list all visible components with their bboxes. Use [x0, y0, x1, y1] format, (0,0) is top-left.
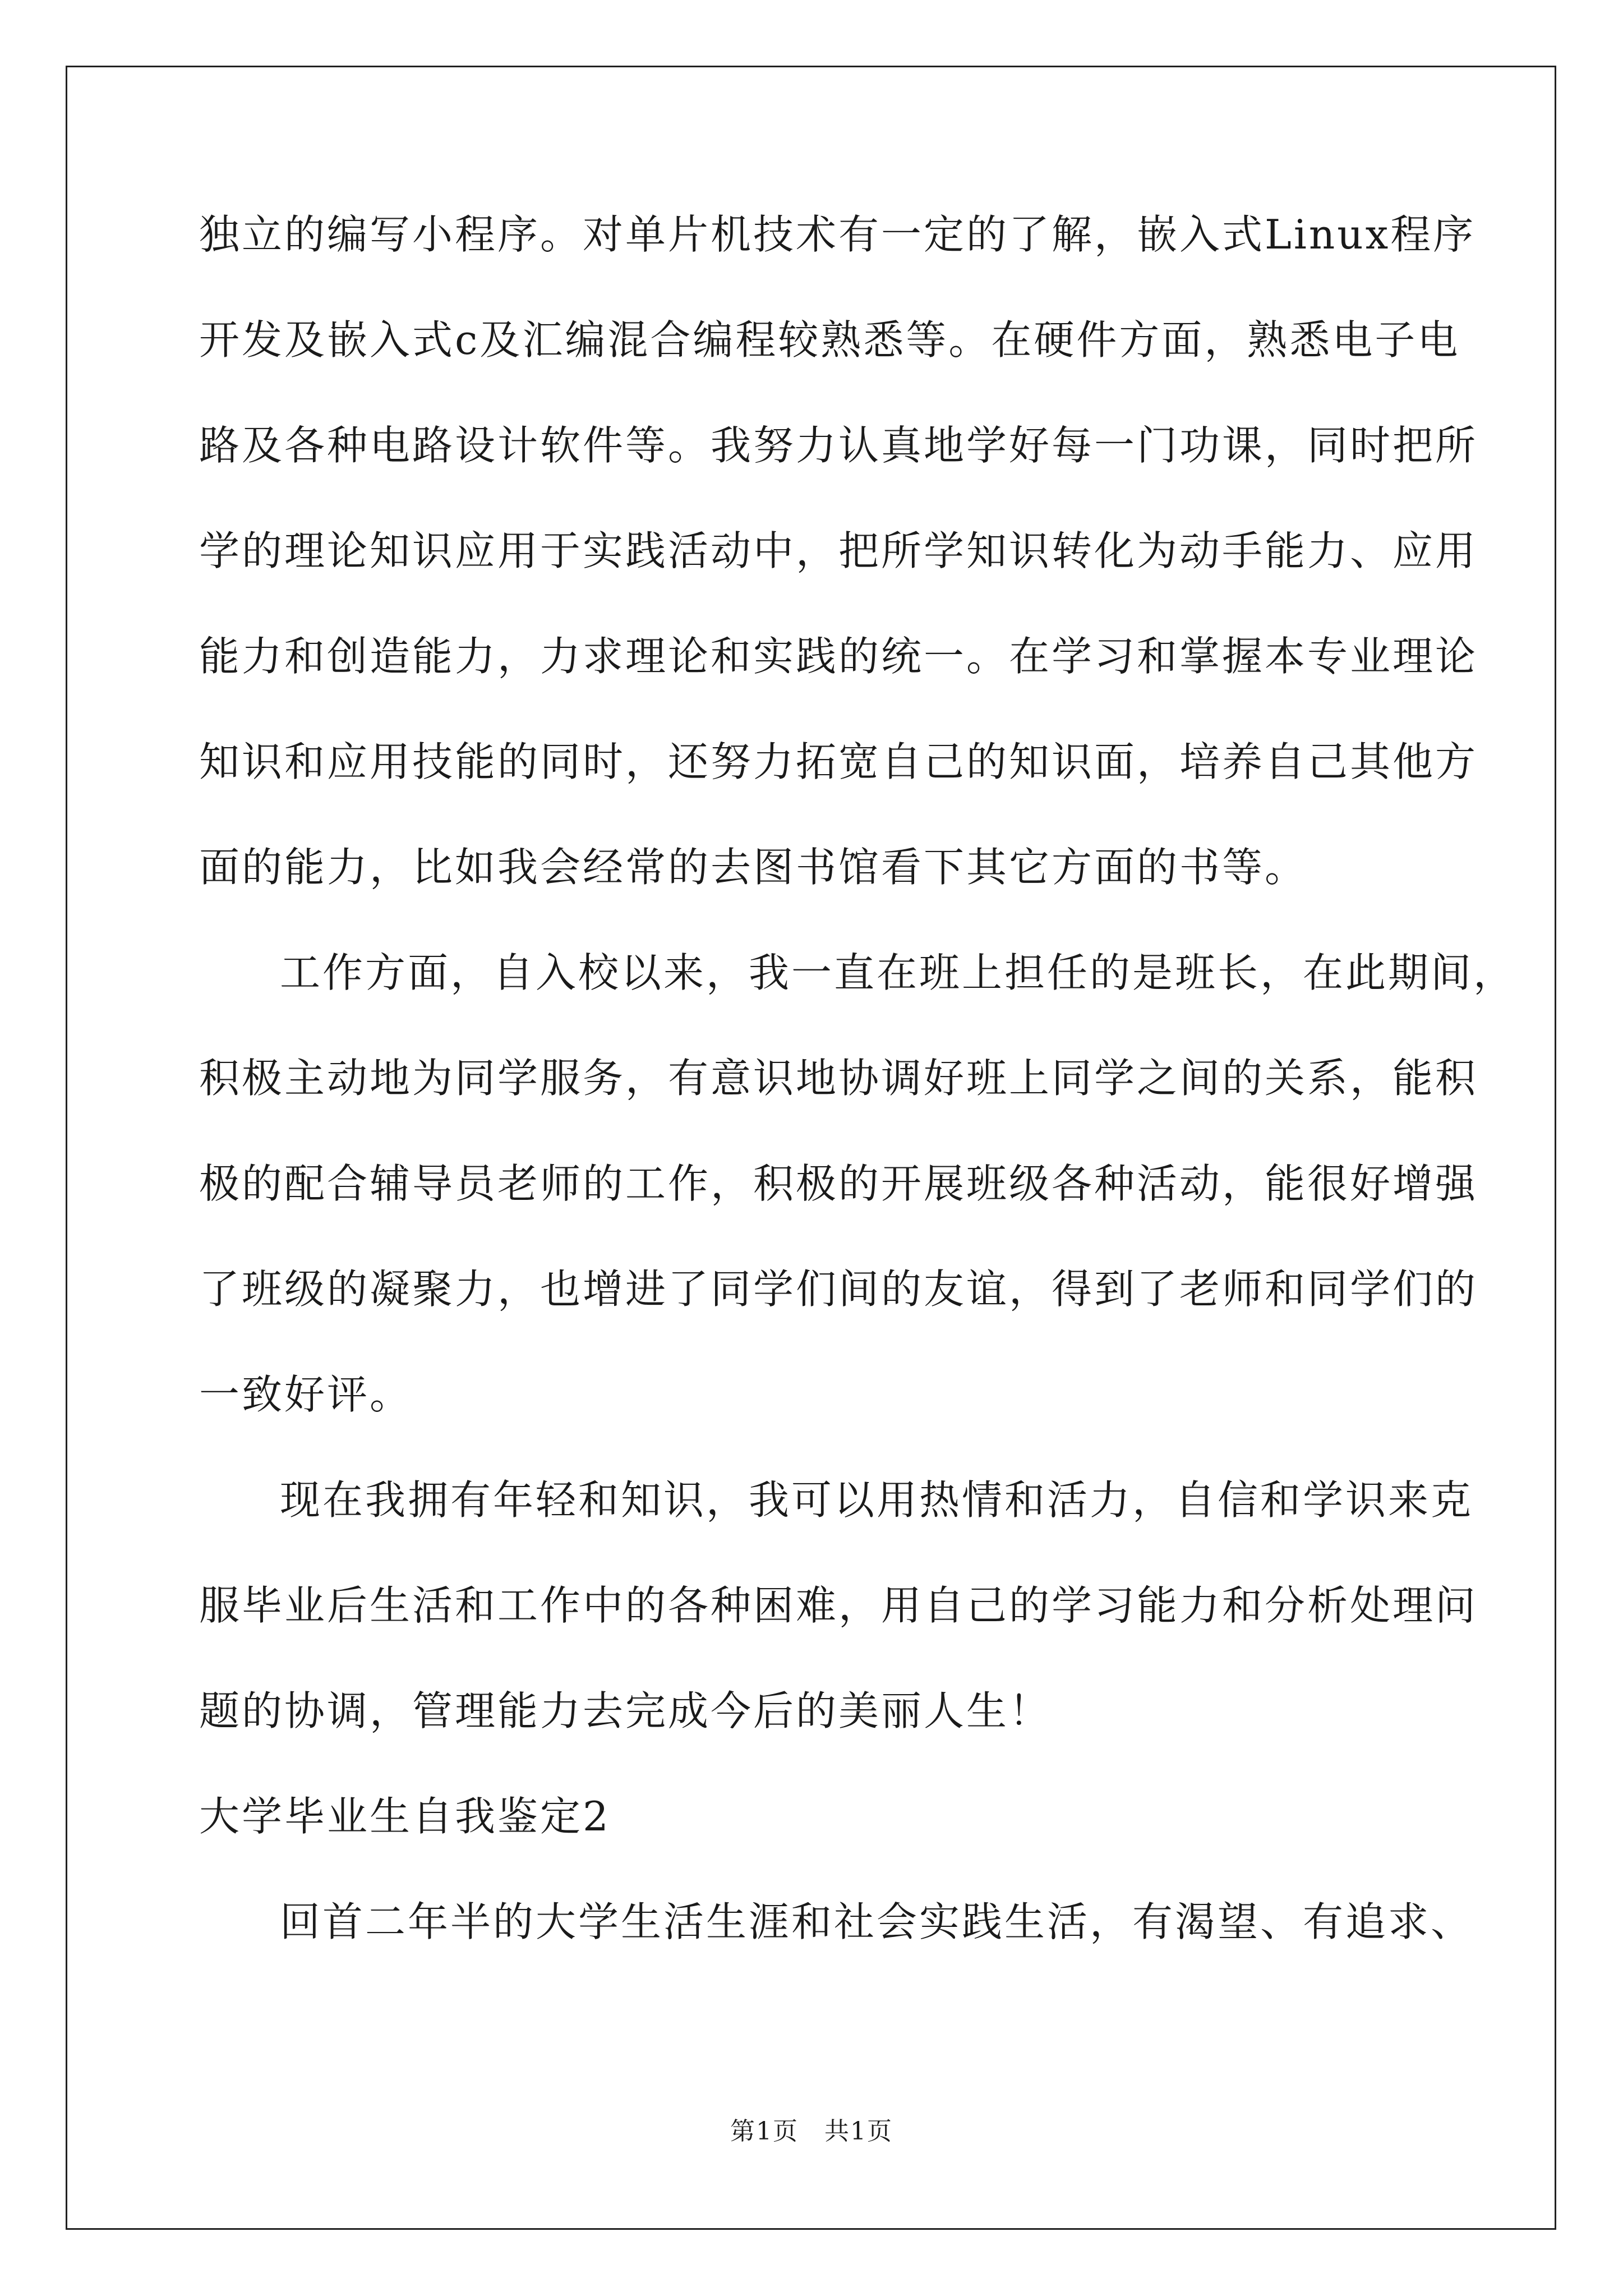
text-line-10: 极的配合辅导员老师的工作，积极的开展班级各种活动，能很好增强: [199, 1160, 1478, 1207]
text-line-3: 路及各种电路设计软件等。我努力认真地学好每一门功课，同时把所: [199, 422, 1478, 469]
text-line-9: 积极主动地为同学服务，有意识地协调好班上同学之间的关系，能积: [199, 1055, 1478, 1102]
text-line-5: 能力和创造能力，力求理论和实践的统一。在学习和掌握本专业理论: [199, 633, 1478, 680]
text-line-1: 独立的编写小程序。对单片机技术有一定的了解，嵌入式Linux程序: [199, 211, 1476, 258]
section-heading: 大学毕业生自我鉴定2: [199, 1793, 611, 1840]
text-line-14: 服毕业后生活和工作中的各种困难，用自己的学习能力和分析处理问: [199, 1582, 1478, 1629]
text-line-4: 学的理论知识应用于实践活动中，把所学知识转化为动手能力、应用: [199, 527, 1478, 574]
paragraph-work-start: 工作方面，自入校以来，我一直在班上担任的是班长，在此期间，: [280, 949, 1516, 996]
text-line-11: 了班级的凝聚力，也增进了同学们间的友谊，得到了老师和同学们的: [199, 1266, 1478, 1313]
text-line-2: 开发及嵌入式c及汇编混合编程较熟悉等。在硬件方面，熟悉电子电: [199, 316, 1460, 364]
text-line-15: 题的协调，管理能力去完成今后的美丽人生！: [199, 1687, 1052, 1734]
page-number: 第1页 共1页: [730, 2117, 893, 2146]
text-line-7: 面的能力，比如我会经常的去图书馆看下其它方面的书等。: [199, 844, 1308, 891]
text-line-12: 一致好评。: [199, 1371, 413, 1418]
text-line-6: 知识和应用技能的同时，还努力拓宽自己的知识面，培养自己其他方: [199, 738, 1478, 785]
paragraph-future-start: 现在我拥有年轻和知识，我可以用热情和活力，自信和学识来克: [280, 1476, 1474, 1524]
paragraph-review-start: 回首二年半的大学生活生涯和社会实践生活，有渴望、有追求、: [280, 1898, 1474, 1945]
